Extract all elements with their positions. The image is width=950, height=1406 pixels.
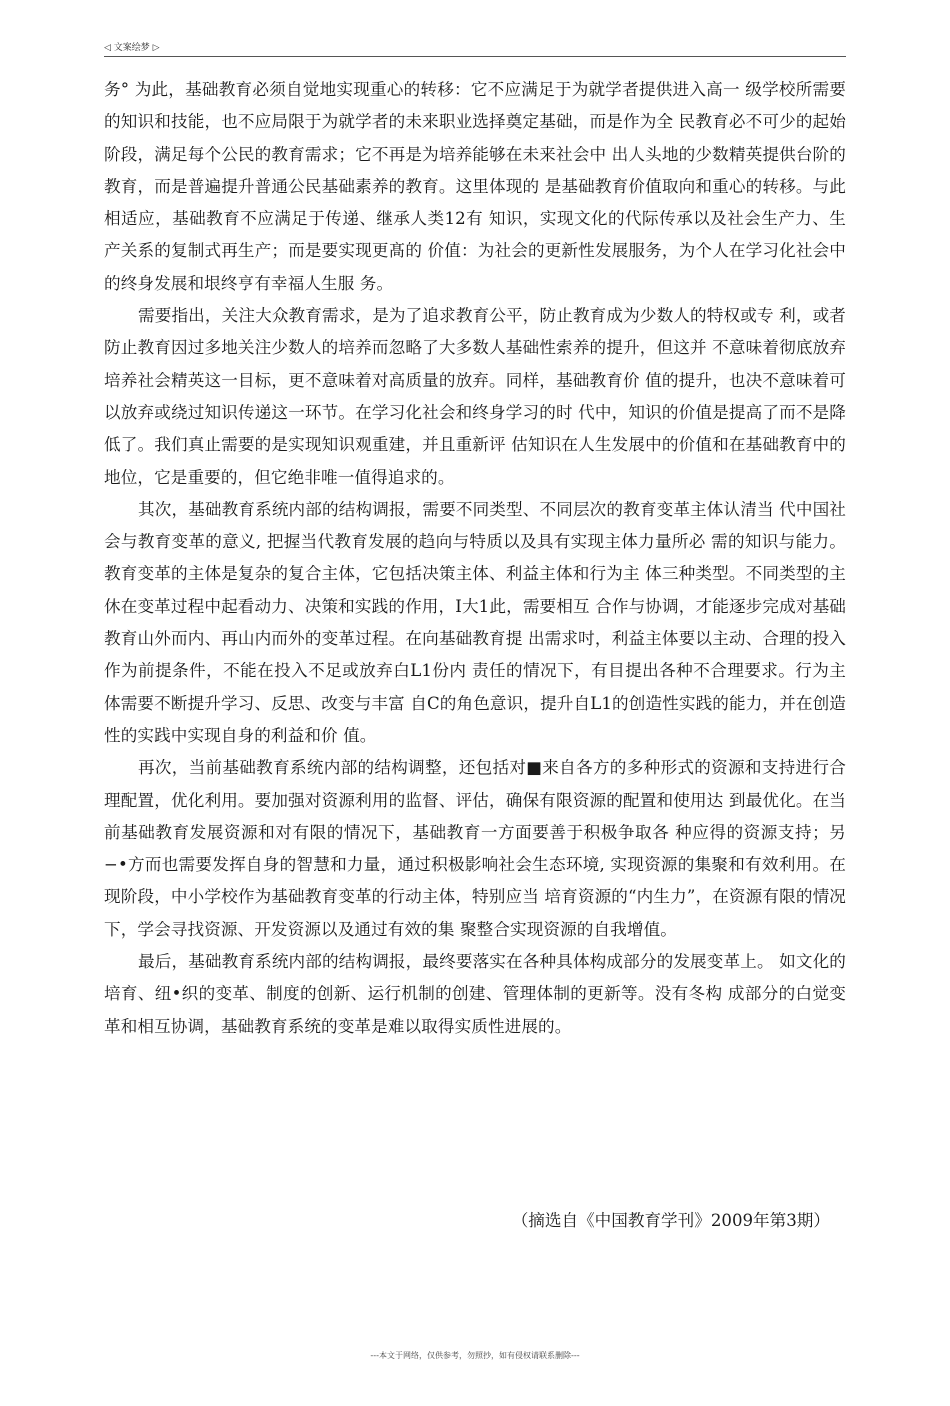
article-body [104,74,846,1043]
page-footer: ---本文于网络，仅供参考，勿照抄，如有侵权请联系删除--- [370,1351,580,1360]
source-citation: （摘选自《中国教育学刊》2009年第3期） [511,1211,830,1230]
paragraph-1: 务° 为此，基础教育必须自觉地实现重心的转移：它不应满足于为就学者提供进入高一 级学校所需要的知识和技能，也不应局限于为就学者的未来职业选择奠定基础，而是作为全 民教育必不可少的起始阶段，满足每个公民的教育需求；它不再是为培养能够在未来社会中 出人头地的少数精英提供台阶的教育，而是普遍提升普通公民基础素养的教育。这里体现的 是基础教育价值取向和重心的转移。与此相适应，基础教育不应满足于传递、继承人类12有 知识，实现文化的代际传承以及社会生产力、生产关系的复制式再生产；而是要实现更髙的 价值：为社会的更新性发展服务，为个人在学习化社会中的终身发展和垠终亨有幸福人生服 务。 [104,80,846,293]
paragraph-3: 其次，基础教育系统内部的结构调报，需要不同类型、不同层次的教育变革主体认清当 代中国社会与教育变革的意义, 把握当代教育发展的趋向与特质以及具有实现主体力量所必 需的知识与能力。教育变革的主体是复杂的复合主体，它包括决策主体、利益主体和行为主 体三种类型。不同类型的主休在变革过程中起看动力、决策和实践的作用，I大1此，需要相互 合作与协调，才能逐步完成对基础教育山外而内、再山内而外的变革过程。在向基础教育提 出需求吋，利益主体要以主动、合理的投入作为前提条件，不能在投入不足或放弃白L1份内 责任的情况下，有目提出各种不合理要求。行为主体需要不断提升学习、反思、改变与丰富 自C的角色意识，提升自L1的创造性实践的能力，并在创造性的实践中实现自身的利益和价 值。 [104,499,846,745]
page-header: ◁ 文案绘梦 ▷ [104,43,160,53]
paragraph-4: 再次，当前基础教育系统内部的结构调整，还包括对■来自各方的多种形式的资源和支持进行合理配置，优化利用。要加强对资源利用的监督、评估，确保有限资源的配置和使用达 到最优化。在当前基础教育发展资源和对有限的情况下，基础教育一方面要善于积极争取各 种应得的资源支持；另−•方而也需要发挥自身的智慧和力量，通过积极影响社会生态环境, 实现资源的集聚和有效利用。在现阶段，中小学校作为基础教育变革的行动主体，特别应当 培育资源的“内生力”，在资源有限的情况下，学会寻找资源、开发资源以及通过有效的集 聚整合实现资源的自我增值。 [104,758,846,939]
paragraph-2: 需要指出，关注大众教育需求，是为了追求教育公平，防止教育成为少数人的特权或专 利，或者防止教育因过多地关注少数人的培养而忽略了大多数人基础性索养的提升，但这并 不意味着彻底放弃培养社会精英这一目标，更不意味着对高质量的放弃。同样，基础教育价 值的提升，也决不意味着可以放弃或绕过知识传递这一环节。在学习化社会和终身学习的时 代中，知识的价值是提高了而不是降低了。我们真止需要的是实现知识观重建，并且重新评 估知识在人生发展中的价值和在基础教育中的地位，它是重要的，但它绝非唯一值得追求的。 [104,306,846,487]
header-divider [104,56,846,57]
paragraph-5: 最后，基础教育系统内部的结构调报，最终要落实在各种具体构成部分的发展变革上。 如文化的培育、纽•织的变革、制度的创新、运行机制的创建、管理体制的更新等。没有冬构 成部分的白觉变革和相互协调，基础教育系统的变革是难以取得实质性进展的。 [104,952,846,1036]
